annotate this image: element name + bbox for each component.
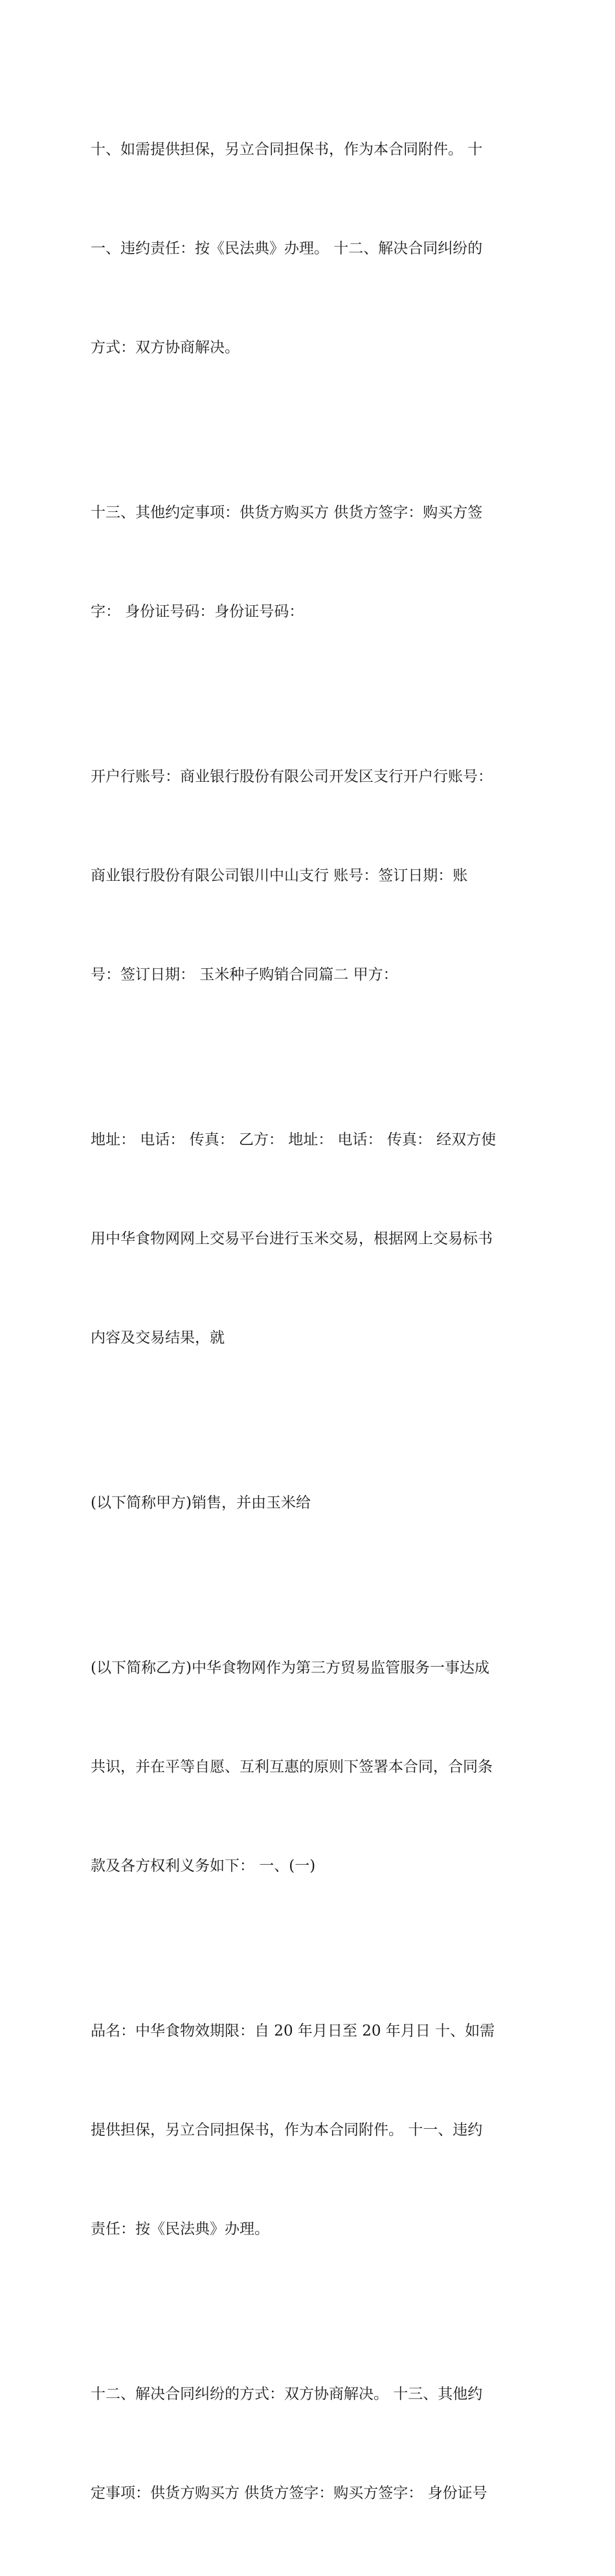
paragraph-clauses-10-12 <box>91 67 531 430</box>
paragraph-party-a <box>91 1421 531 1586</box>
paragraph-disputes-signatures <box>91 2312 531 2576</box>
text-line: 地址： 电话： 传真： 乙方： 地址： 电话： 传真： 经双方使 <box>91 1131 497 1148</box>
paragraph-clause-13-signatures <box>91 430 531 694</box>
text-line: 内容及交易结果，就 <box>91 1329 225 1346</box>
text-line: 开户行账号：商业银行股份有限公司开发区支行开户行账号： <box>91 768 493 785</box>
text-line: 用中华食物网网上交易平台进行玉米交易，根据网上交易标书 <box>91 1230 493 1247</box>
text-line: 商业银行股份有限公司银川中山支行 账号：签订日期：账 <box>91 867 468 884</box>
text-line: 款及各方权利义务如下： 一、(一) <box>91 1858 316 1874</box>
text-line: (以下简称乙方)中华食物网作为第三方贸易监管服务一事达成 <box>91 1660 489 1676</box>
text-line: 责任：按《民法典》办理。 <box>91 2221 269 2237</box>
text-line: 号：签订日期： 玉米种子购销合同篇二 甲方： <box>91 966 398 983</box>
text-line: (以下简称甲方)销售，并由玉米给 <box>91 1494 311 1511</box>
text-line: 品名：中华食物效期限：自 20 年月日至 20 年月日 十、如需 <box>91 2023 495 2039</box>
text-line: 定事项：供货方购买方 供货方签字：购买方签字： 身份证号 <box>91 2485 487 2502</box>
paragraph-party-b <box>91 1586 531 1949</box>
text-line: 十三、其他约定事项：供货方购买方 供货方签字：购买方签 <box>91 504 483 521</box>
text-line: 提供担保，另立合同担保书，作为本合同附件。 十一、违约 <box>91 2122 483 2138</box>
text-line: 共识，并在平等自愿、互利互惠的原则下签署本合同，合同条 <box>91 1759 493 1775</box>
document-body <box>91 67 531 2576</box>
text-line: 十二、解决合同纠纷的方式：双方协商解决。 十三、其他约 <box>91 2386 483 2403</box>
text-line: 十、如需提供担保，另立合同担保书，作为本合同附件。 十 <box>91 141 483 158</box>
paragraph-bank-accounts <box>91 694 531 1058</box>
text-line: 方式：双方协商解决。 <box>91 339 240 356</box>
text-line: 一、违约责任：按《民法典》办理。 十二、解决合同纠纷的 <box>91 240 483 257</box>
text-line: 字： 身份证号码：身份证号码： <box>91 603 304 620</box>
paragraph-product-terms <box>91 1949 531 2312</box>
paragraph-parties-intro <box>91 1058 531 1421</box>
